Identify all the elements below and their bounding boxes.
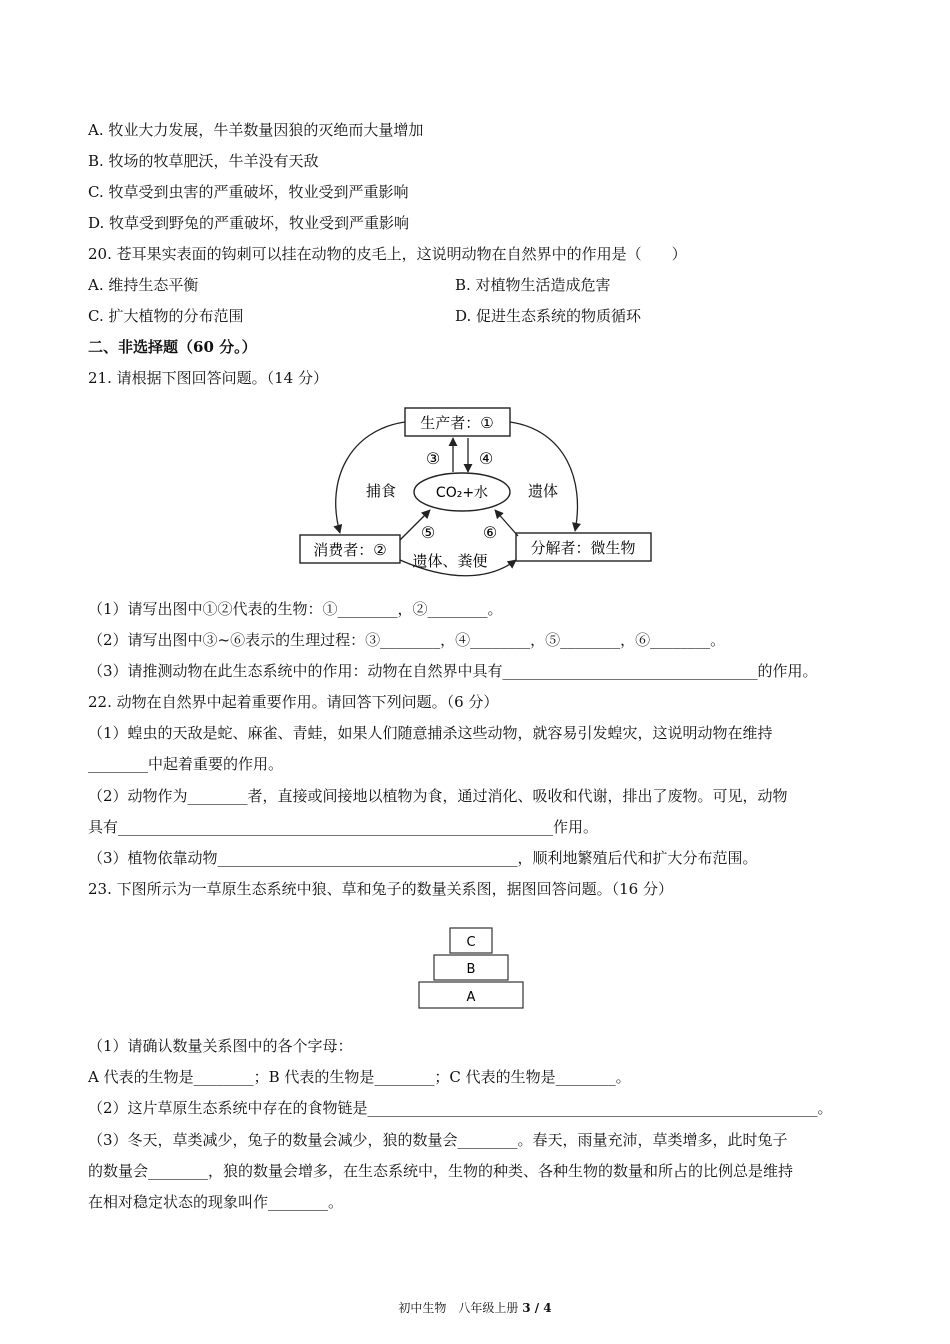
q22-part3: （3）植物依靠动物________________________________________，顺利地繁殖后代和扩大分布范围。 (88, 849, 758, 867)
section2-title: 二、非选择题（60 分。） (88, 338, 257, 356)
q19-option-c: C. 牧草受到虫害的严重破坏，牧业受到严重影响 (88, 183, 409, 201)
q20-option-a: A. 维持生态平衡 (88, 276, 199, 294)
remains-label: 遗体 (527, 482, 559, 500)
q22-stem: 22. 动物在自然界中起着重要作用。请回答下列问题。（6 分） (88, 693, 499, 711)
pyramid-label-c: C (466, 935, 476, 950)
remains-feces-label: 遗体、粪便 (412, 552, 488, 570)
q20-option-d: D. 促进生态系统的物质循环 (455, 307, 642, 325)
q20-option-c: C. 扩大植物的分布范围 (88, 307, 244, 325)
co2-water-label: CO₂+水 (435, 485, 489, 501)
q21-part1: （1）请写出图中①②代表的生物：①________，②________。 (88, 600, 503, 618)
q21-part3: （3）请推测动物在此生态系统中的作用：动物在自然界中具有__________________________________的作用。 (88, 662, 818, 680)
q23-stem: 23. 下图所示为一草原生态系统中狼、草和兔子的数量关系图，据图回答问题。（16 分） (88, 880, 673, 898)
q19-option-a: A. 牧业大力发展，牛羊数量因狼的灭绝而大量增加 (88, 121, 424, 139)
decomposer-label: 分解者：微生物 (530, 539, 636, 557)
consumer-label: 消费者：② (313, 541, 387, 559)
pyramid-label-b: B (466, 962, 476, 977)
process-6-label: ⑥ (482, 523, 498, 542)
q20-option-b: B. 对植物生活造成危害 (455, 276, 611, 294)
q22-part2-line1: （2）动物作为________者，直接或间接地以植物为食，通过消化、吸收和代谢，排出了废物。可见，动物 (88, 787, 788, 805)
q22-part1-line2: ________中起着重要的作用。 (88, 755, 284, 773)
predation-label: 捕食 (365, 482, 397, 500)
footer-page-number: 3 / 4 (522, 1301, 552, 1315)
pyramid-label-a: A (466, 990, 476, 1005)
producer-label: 生产者：① (420, 414, 494, 432)
process-3-label: ③ (425, 449, 441, 468)
population-pyramid-diagram (415, 922, 527, 1012)
process-5-label: ⑤ (420, 523, 436, 542)
q22-part1-line1: （1）蝗虫的天敌是蛇、麻雀、青蛙，如果人们随意捕杀这些动物，就容易引发蝗灾，这说明动物在维持 (88, 724, 773, 742)
process-4-label: ④ (478, 449, 494, 468)
ecosystem-cycle-diagram (290, 400, 660, 585)
q23-part2: （2）这片草原生态系统中存在的食物链是____________________________________________________________。 (88, 1099, 833, 1117)
q19-option-b: B. 牧场的牧草肥沃，牛羊没有天敌 (88, 152, 319, 170)
page-footer (0, 1299, 950, 1316)
q23-part3-line2: 的数量会________，狼的数量会增多，在生态系统中，生物的种类、各种生物的数量和所占的比例总是维持 (88, 1162, 794, 1180)
q23-part1: （1）请确认数量关系图中的各个字母： (88, 1037, 353, 1055)
q22-part2-line2: 具有__________________________________________________________作用。 (88, 818, 599, 836)
q23-part3-line3: 在相对稳定状态的现象叫作________。 (88, 1193, 344, 1211)
q20-stem: 20. 苍耳果实表面的钩刺可以挂在动物的皮毛上，这说明动物在自然界中的作用是（ ） (88, 245, 687, 263)
q21-part2: （2）请写出图中③~⑥表示的生理过程：③________，④________，⑤________，⑥________。 (88, 631, 726, 649)
q19-option-d: D. 牧草受到野兔的严重破坏，牧业受到严重影响 (88, 214, 410, 232)
q21-stem: 21. 请根据下图回答问题。（14 分） (88, 369, 328, 387)
q23-part1-answers: A 代表的生物是________；B 代表的生物是________；C 代表的生物是________。 (88, 1068, 631, 1086)
q23-part3-line1: （3）冬天，草类减少，兔子的数量会减少，狼的数量会________。春天，雨量充沛，草类增多，此时兔子 (88, 1131, 788, 1149)
footer-subject: 初中生物 八年级上册 (398, 1301, 523, 1315)
